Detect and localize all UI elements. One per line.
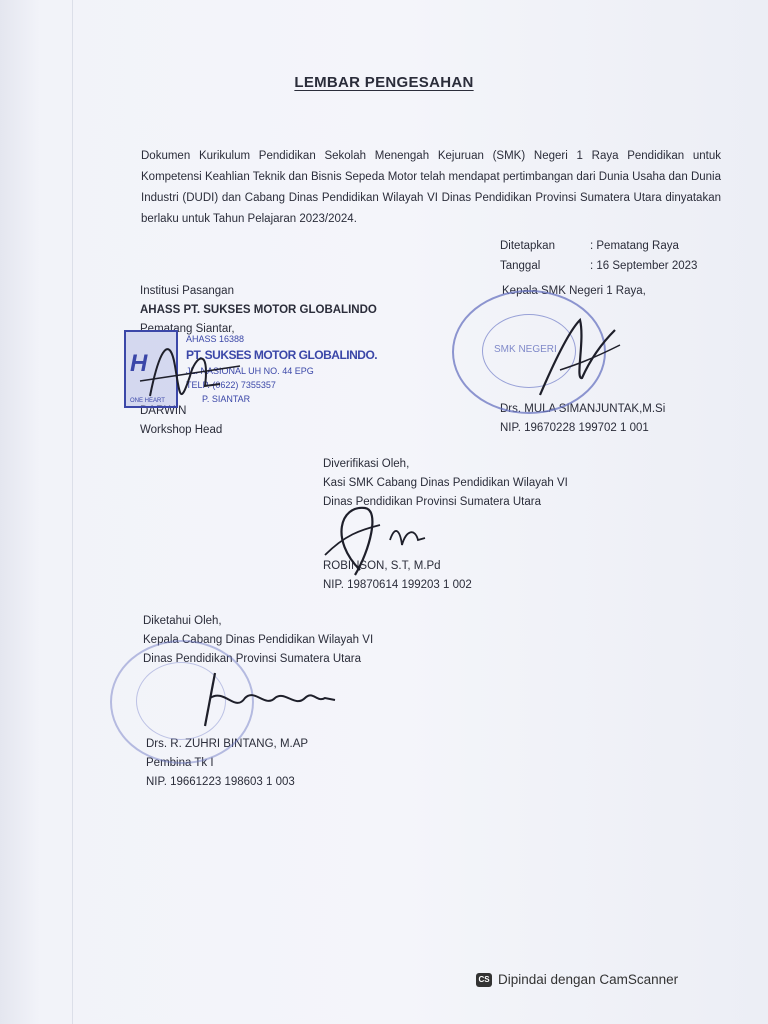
stamp-address: JL. NASIONAL UH NO. 44 EPG — [186, 366, 314, 376]
stamp-city: P. SIANTAR — [202, 394, 251, 404]
ditetapkan-label: Ditetapkan — [500, 240, 555, 252]
kepala-sekolah-name: Drs. MULA SIMANJUNTAK,M.Si — [500, 403, 666, 415]
institusi-name: DARWIN — [140, 405, 187, 417]
tanggal-label: Tanggal — [500, 260, 541, 272]
ditetapkan-value: : Pematang Raya — [590, 240, 679, 252]
ahass-logo: H ONE HEART — [124, 330, 178, 408]
verifikasi-heading: Diverifikasi Oleh, — [323, 458, 410, 470]
zuhri-signature — [195, 668, 345, 728]
tanggal-value: : 16 September 2023 — [590, 260, 698, 272]
diketahui-heading: Diketahui Oleh, — [143, 615, 222, 627]
diketahui-nip: NIP. 19661223 198603 1 003 — [146, 776, 295, 788]
kepala-sekolah-title: Kepala SMK Negeri 1 Raya, — [502, 285, 646, 297]
stamp-phone: TELP. (0622) 7355357 — [186, 380, 276, 390]
verifikasi-nip: NIP. 19870614 199203 1 002 — [323, 579, 472, 591]
institusi-heading: Institusi Pasangan — [140, 285, 234, 297]
mula-signature — [520, 300, 630, 410]
diketahui-rank: Pembina Tk I — [146, 757, 214, 769]
institusi-company: AHASS PT. SUKSES MOTOR GLOBALINDO — [140, 304, 377, 316]
school-round-stamp: SMK NEGERI — [452, 290, 606, 414]
page-edge-shadow — [72, 0, 73, 1024]
camscanner-footer — [476, 972, 678, 987]
approval-paragraph: Dokumen Kurikulum Pendidikan Sekolah Menengah Kejuruan (SMK) Negeri 1 Raya Pendidikan untuk Kompetensi Keahlian Teknik dan Bisnis Sepeda Motor telah mendapat pertimbangan dari Dunia Usaha dan Dunia Industri (DUDI) dan Cabang Dinas Pendidikan Wilayah VI Dinas Pendidikan Provinsi Sumatera Utara dinyatakan berlaku untuk Tahun Pelajaran 2023/2024. — [141, 150, 721, 225]
camscanner-icon: CS — [476, 973, 492, 987]
stamp-code: AHASS 16388 — [186, 334, 245, 344]
document-title: LEMBAR PENGESAHAN — [294, 74, 474, 91]
diketahui-line2: Dinas Pendidikan Provinsi Sumatera Utara — [143, 653, 361, 665]
ketetapan-block — [500, 236, 697, 276]
verifikasi-name: ROBINSON, S.T, M.Pd — [323, 560, 441, 572]
camscanner-text: Dipindai dengan CamScanner — [498, 972, 679, 987]
kepala-sekolah-nip: NIP. 19670228 199702 1 001 — [500, 422, 649, 434]
diketahui-line1: Kepala Cabang Dinas Pendidikan Wilayah VI — [143, 634, 374, 646]
verifikasi-line2: Dinas Pendidikan Provinsi Sumatera Utara — [323, 496, 541, 508]
institusi-position: Workshop Head — [140, 424, 223, 436]
robinson-signature — [320, 500, 450, 580]
stamp-company: PT. SUKSES MOTOR GLOBALINDO. — [186, 348, 378, 362]
darwin-signature — [130, 326, 250, 416]
verifikasi-line1: Kasi SMK Cabang Dinas Pendidikan Wilayah VI — [323, 477, 568, 489]
diketahui-name: Drs. R. ZUHRI BINTANG, M.AP — [146, 738, 309, 750]
institusi-city: Pematang Siantar, — [140, 323, 235, 335]
